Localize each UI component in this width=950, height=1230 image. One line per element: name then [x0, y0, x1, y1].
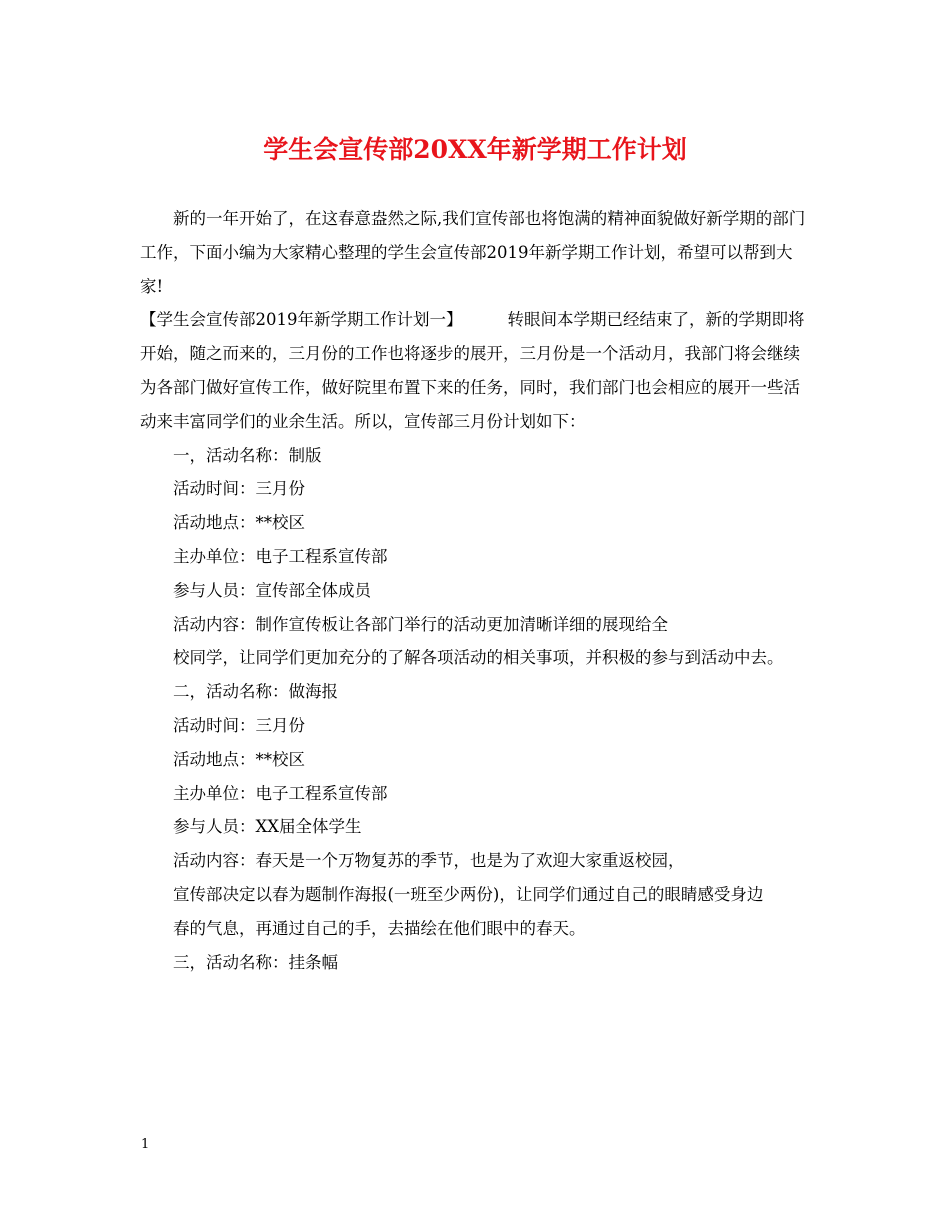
activity1-place: 活动地点：**校区	[173, 513, 305, 533]
activity1-name: 一，活动名称：制版	[173, 445, 322, 465]
activity1-time: 活动时间：三月份	[173, 479, 305, 499]
activity1-participants: 参与人员：宣传部全体成员	[173, 580, 371, 600]
activity2-participants: 参与人员：XX届全体学生	[173, 817, 362, 837]
activity3-name: 三，活动名称：挂条幅	[173, 952, 338, 972]
activity2-place: 活动地点：**校区	[173, 749, 305, 769]
activity2-name: 二，活动名称：做海报	[173, 682, 338, 702]
activity2-content-line2: 宣传部决定以春为题制作海报(一班至少两份)，让同学们通过自己的眼睛感受身边	[173, 884, 764, 904]
activity1-host: 主办单位：电子工程系宣传部	[173, 546, 388, 566]
section-heading: 【学生会宣传部2019年新学期工作计划一】	[140, 310, 463, 330]
intro-paragraph: 新的一年开始了，在这春意盎然之际,我们宣传部也将饱满的精神面貌做好新学期的部门工作，下面小编为大家精心整理的学生会宣传部2019年新学期工作计划，希望可以帮到大家!	[140, 209, 806, 296]
activity2-time: 活动时间：三月份	[173, 715, 305, 735]
activity2-host: 主办单位：电子工程系宣传部	[173, 783, 388, 803]
document-body	[140, 202, 815, 979]
activity1-content-line2: 校同学，让同学们更加充分的了解各项活动的相关事项，并积极的参与到活动中去。	[173, 648, 784, 668]
activity1-content-line1: 活动内容：制作宣传板让各部门举行的活动更加清晰详细的展现给全	[173, 614, 668, 634]
section-paragraph	[140, 303, 815, 438]
activity2-content-line1: 活动内容：春天是一个万物复苏的季节，也是为了欢迎大家重返校园，	[173, 851, 685, 871]
page-number: 1	[141, 1137, 150, 1152]
document-title: 学生会宣传部20XX年新学期工作计划	[263, 135, 687, 164]
section-body: 转眼间本学期已经结束了，新的学期即将开始，随之而来的，三月份的工作也将逐步的展开，三月份是一个活动月，我部门将会继续为各部门做好宣传工作，做好院里布置下来的任务，同时，我们部门也会相应的展开一些活动来丰富同学们的业余生活。所以，宣传部三月份计划如下：	[140, 310, 805, 431]
activity2-content-line3: 春的气息，再通过自己的手，去描绘在他们眼中的春天。	[173, 918, 586, 938]
